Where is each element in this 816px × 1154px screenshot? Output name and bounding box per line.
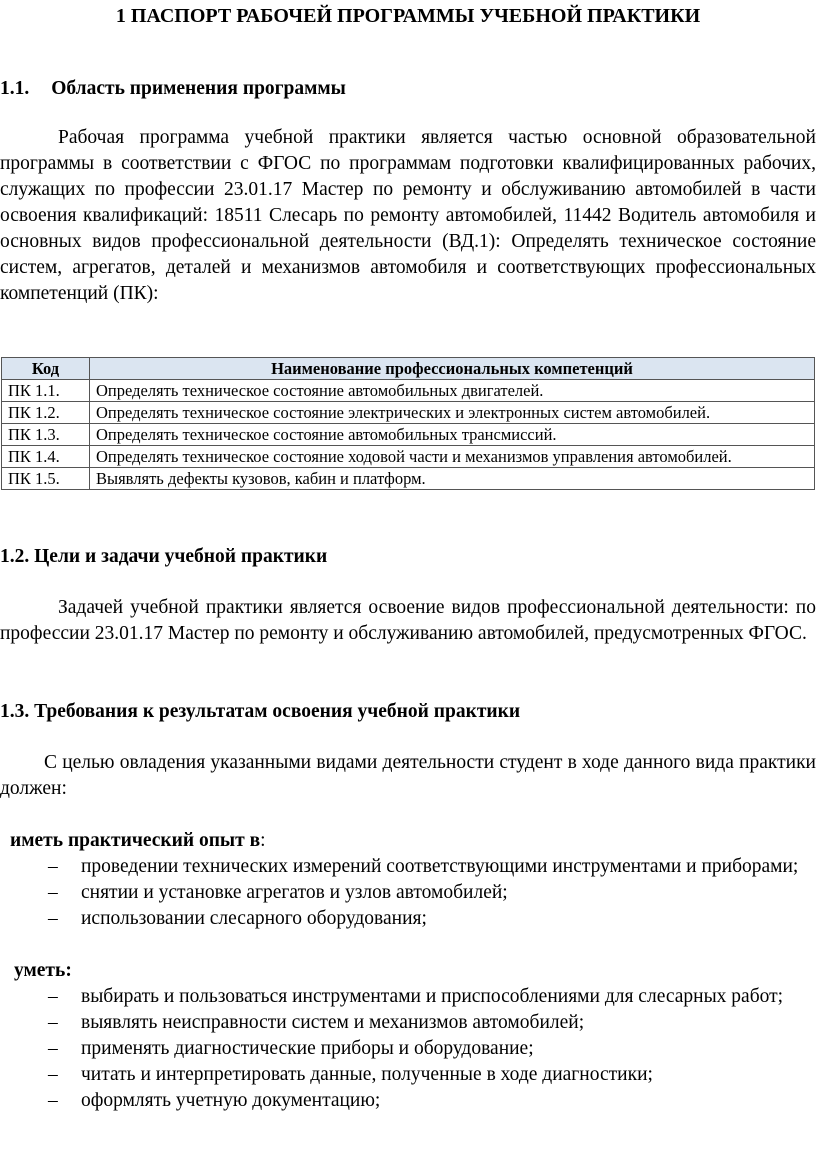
- cell-name: Определять техническое состояние ходовой части и механизмов управления автомобилей.: [90, 446, 815, 468]
- list-item-text: оформлять учетную документацию;: [81, 1090, 381, 1111]
- dash-bullet-icon: –: [48, 986, 58, 1007]
- dash-bullet-icon: –: [48, 1090, 58, 1111]
- list-item-text: снятии и установке агрегатов и узлов автомобилей;: [81, 882, 508, 903]
- colon: :: [260, 830, 266, 851]
- list-item: [0, 880, 816, 906]
- cell-code: ПК 1.2.: [2, 402, 90, 424]
- list-item-text: проведении технических измерений соответствующими инструментами и приборами;: [81, 856, 799, 877]
- list-item-text: выявлять неисправности систем и механизмов автомобилей;: [81, 1012, 585, 1033]
- table-row: [2, 380, 815, 402]
- cell-code: ПК 1.3.: [2, 424, 90, 446]
- table-row: [2, 468, 815, 490]
- dash-bullet-icon: –: [48, 1038, 58, 1059]
- list-item: [0, 1010, 816, 1036]
- skills-list: [0, 984, 816, 1114]
- table-row: [2, 424, 815, 446]
- experience-label-text: иметь практический опыт в: [10, 830, 261, 851]
- section-1-1-heading: [0, 76, 816, 102]
- cell-code: ПК 1.5.: [2, 468, 90, 490]
- dash-bullet-icon: –: [48, 882, 58, 903]
- cell-name: Выявлять дефекты кузовов, кабин и платформ.: [90, 468, 815, 490]
- section-1-1-text: Рабочая программа учебной практики является частью основной образовательной программы в соответствии с ФГОС по программам подготовки квалифицированных рабочих, служащих по профессии 23.01.17 Мастер по ремонту и обслуживанию автомобилей в части освоения квалификаций: 18511 Слесарь по ремонту автомобилей, 11442 Водитель автомобиля и основных видов профессиональной деятельности (ВД.1): Определять техническое состояние систем, агрегатов, деталей и механизмов автомобиля и соответствующих профессиональных компетенций (ПК):: [0, 127, 816, 304]
- dash-bullet-icon: –: [48, 1064, 58, 1085]
- list-item-text: применять диагностические приборы и оборудование;: [81, 1038, 534, 1059]
- table-row: [2, 402, 815, 424]
- experience-label: [0, 828, 816, 854]
- list-item: [0, 854, 816, 880]
- list-item: [0, 984, 816, 1010]
- page-title: 1 ПАСПОРТ РАБОЧЕЙ ПРОГРАММЫ УЧЕБНОЙ ПРАКТИКИ: [115, 5, 701, 27]
- list-item: [0, 1088, 816, 1114]
- dash-bullet-icon: –: [48, 1012, 58, 1033]
- list-item-text: читать и интерпретировать данные, полученные в ходе диагностики;: [81, 1064, 653, 1085]
- list-item: [0, 1062, 816, 1088]
- dash-bullet-icon: –: [48, 908, 58, 929]
- section-1-2-text: Задачей учебной практики является освоение видов профессиональной деятельности: по профессии 23.01.17 Мастер по ремонту и обслуживанию автомобилей, предусмотренных ФГОС.: [0, 597, 816, 644]
- list-item-text: использовании слесарного оборудования;: [81, 908, 427, 929]
- experience-list: [0, 854, 816, 932]
- section-1-3-text: С целью овладения указанными видами деятельности студент в ходе данного вида практики должен:: [0, 752, 816, 799]
- cell-name: Определять техническое состояние автомобильных трансмиссий.: [90, 424, 815, 446]
- header-name: Наименование профессиональных компетенций: [90, 358, 815, 380]
- competencies-table: [1, 357, 815, 490]
- cell-name: Определять техническое состояние автомобильных двигателей.: [90, 380, 815, 402]
- dash-bullet-icon: –: [48, 856, 58, 877]
- section-1-2-heading: 1.2. Цели и задачи учебной практики: [0, 546, 328, 567]
- section-1-3-heading: 1.3. Требования к результатам освоения учебной практики: [0, 701, 521, 722]
- list-item: [0, 1036, 816, 1062]
- header-code: Код: [2, 358, 90, 380]
- cell-code: ПК 1.4.: [2, 446, 90, 468]
- skills-label: уметь:: [14, 960, 72, 981]
- cell-name: Определять техническое состояние электрических и электронных систем автомобилей.: [90, 402, 815, 424]
- section-number: 1.1.: [0, 78, 30, 99]
- list-item-text: выбирать и пользоваться инструментами и приспособлениями для слесарных работ;: [81, 986, 784, 1007]
- section-title: Область применения программы: [51, 78, 346, 99]
- list-item: [0, 906, 816, 932]
- cell-code: ПК 1.1.: [2, 380, 90, 402]
- table-row: [2, 446, 815, 468]
